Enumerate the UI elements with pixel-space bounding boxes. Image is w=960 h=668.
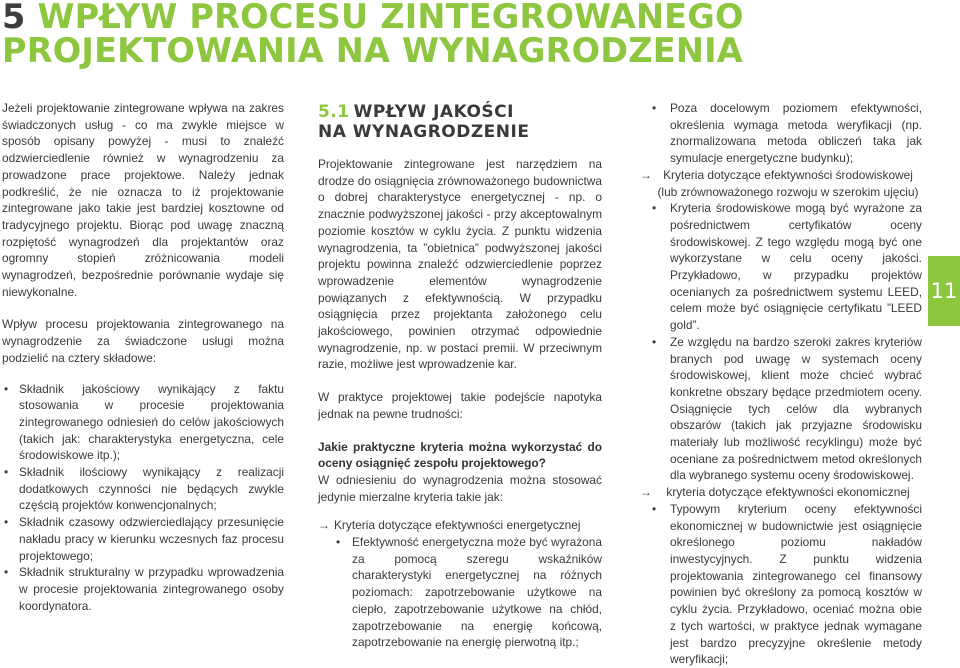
section-title: 5.1 WPŁYW JAKOŚCI NA WYNAGRODZENIE [318, 102, 530, 142]
chapter-title-line1: 5 WPŁYW PROCESU ZINTEGROWANEGO [2, 0, 744, 34]
components-intro-paragraph: Wpływ procesu projektowania zintegrowanego na wynagrodzenie za świadczone usługi można podzielić na cztery składowe: [2, 317, 284, 365]
list-item: • Typowym kryterium oceny efektywności ekonomicznej w budownictwie jest osiągnięcie określonego poziomu nakładów inwestycyjnych. Z punktu widzenia projektowania zintegrowanego cel finansowy powinien być określony za pomocą kosztów w cyklu życia. Przykładowo, oceniać można obie z tych wartości, w praktyce jednak wymagane jest bardzo precyzyjne określenie metody weryfikacji; [652, 501, 922, 667]
column-1 [2, 100, 284, 614]
list-item: • Składnik czasowy odzwierciedlający przesunięcie nakładu pracy w kierunku wczesnych faz procesu projektowego; [2, 514, 284, 564]
question-heading: Jakie praktyczne kryteria można wykorzystać do oceny osiągnięć zespołu projektowego? [318, 439, 602, 471]
column-2 [318, 102, 602, 651]
arrow-icon: → [640, 167, 652, 182]
bullet-icon: • [652, 334, 657, 349]
arrow-item: → Kryteria dotyczące efektywności energetycznej [318, 518, 581, 533]
column-3 [640, 100, 922, 668]
components-list [2, 381, 284, 615]
criteria-paragraph: W odniesieniu do wynagrodzenia można stosować jedynie mierzalne kryteria takie jak: [318, 472, 602, 504]
list-item: • Efektywność energetyczna może być wyrażona za pomocą szeregu wskaźników charakterystyki energetycznej na różnych poziomach: zapotrzebowanie użytkowe na ciepło, zapotrzebowanie użytkowe na chłód, zapotrzebowanie na energię końcową, zapotrzebowanie na energię pierwotną itp.; [336, 534, 602, 651]
arrow-item: → Kryteria dotyczące efektywności środowiskowej (lub zrównoważonego rozwoju w szerokim ujęciu) [640, 167, 919, 199]
list-item: • Poza docelowym poziomem efektywności, określenia wymaga metoda weryfikacji (np. znormalizowana metoda obliczeń taka jak symulacje energetyczne budynku); [652, 101, 922, 166]
section-number: 5.1 [318, 102, 350, 122]
chapter-number: 5 [2, 0, 26, 36]
arrow-icon: → [318, 518, 330, 533]
arrow-item: → kryteria dotyczące efektywności ekonomicznej [640, 485, 910, 500]
bullet-icon: • [652, 201, 657, 216]
difficulties-paragraph: W praktyce projektowej takie podejście napotyka jednak na pewne trudności: [318, 390, 602, 421]
chapter-title-line2: PROJEKTOWANIA NA WYNAGRODZENIA [2, 31, 743, 70]
list-item: • Składnik strukturalny w przypadku wprowadzenia w procesie projektowania zintegrowanego osoby koordynatora. [2, 564, 284, 614]
intro-paragraph: Jeżeli projektowanie zintegrowane wpływa na zakres świadczonych usług - co ma zwykle miejsce w sposób opisany powyżej - musi to znaleźć odzwierciedlenie również w wynagrodzeniu za prowadzone prace projektowe. Należy jednak podkreślić, że nie oznacza to iż projektowanie zintegrowane jako takie jest bardziej kosztowne od tradycyjnego projektu. Biorąc pod uwagę znaczną rozpiętość wynagrodzeń dla projektantów oraz ogromny stopień zróżnicowania modeli wynagrodzeń, bezpośrednie porównanie wydaje się niewykonalne. [2, 101, 284, 299]
chapter-header [2, 0, 744, 68]
section-paragraph: Projektowanie zintegrowane jest narzędziem na drodze do osiągnięcia zrównoważonego budownictwa o dobrej charakterystyce energetycznej - np. o znacznie podwyższonej jakości - przy akceptowalnym poziomie kosztów w cyklu życia. Z punktu widzenia wynagrodzenia, ta ”obietnica” podwyższonej jakości projektu powinna znaleźć odzwierciedlenie poprzez wprowadzenie elementów wynagrodzenie powiązanych z efektywnością. W przypadku osiągnięcia przez projektanta założonego celu jakościowego, powinien otrzymać odpowiednie wynagrodzenie, np. w postaci premii. W przeciwnym razie, możliwe jest wprowadzenie kar. [318, 157, 602, 372]
bullet-icon: • [652, 101, 657, 115]
list-item: • Składnik ilościowy wynikający z realizacji dodatkowych czynności nie będących zwykle częścią projektów konwencjonalnych; [2, 464, 284, 514]
page-number: 11 [928, 256, 960, 326]
bullet-icon: • [652, 501, 657, 516]
energy-criteria-list [318, 534, 602, 651]
list-item: • Kryteria środowiskowe mogą być wyrażone za pośrednictwem certyfikatów oceny środowiskowej. Z tego względu mogą być one wykorzystane w celu oceny jakości. Przykładowo, w przypadku projektów ocenianych za pośrednictwem systemu LEED, celem może być osiągnięcie certyfikatu ”LEED gold”. [652, 201, 922, 333]
arrow-icon: → [640, 485, 652, 500]
list-item: • Składnik jakościowy wynikający z faktu stosowania w procesie projektowania zintegrowanego odniesień do celów jakościowych (takich jak: charakterystyka energetyczna, cele środowiskowe itp.); [2, 381, 284, 465]
list-item: • Ze względu na bardzo szeroki zakres kryteriów branych pod uwagę w systemach oceny środowiskowej, klient może chcieć wybrać konkretne obszary będące przedmiotem oceny. Osiągnięcie tych celów dla wybranych obszarów (takich jak przyjazne środowisku materiały lub możliwość recyklingu) może być oceniane za pośrednictwem metod określonych dla wybranego systemu oceny środowiskowej. [652, 334, 922, 483]
